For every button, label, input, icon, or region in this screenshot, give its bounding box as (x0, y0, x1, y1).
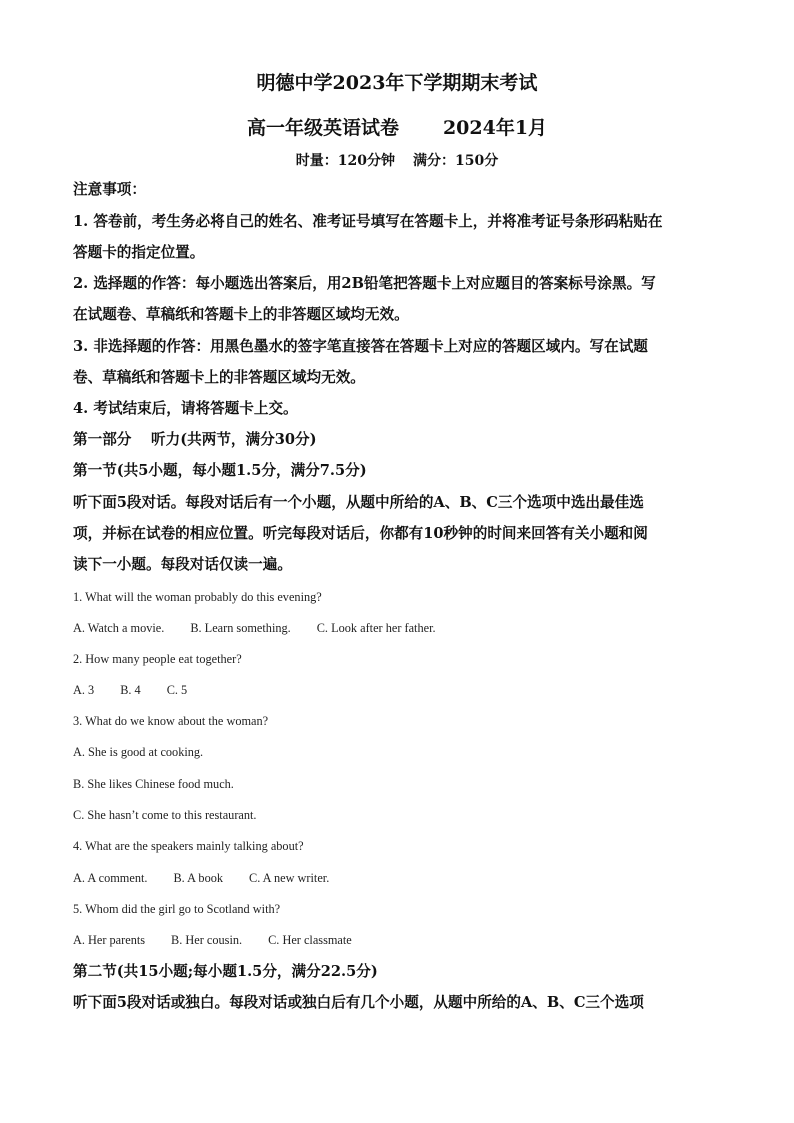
question-2: 2. How many people eat together? (73, 652, 242, 666)
instruction-line: 项，并标在试卷的相应位置。听完每段对话后，你都有10秒钟的时间来回答有关小题和阅 (73, 525, 648, 542)
question-4-options (73, 870, 355, 886)
option-b: B. 4 (120, 683, 141, 697)
section2-heading: 第二节(共15小题;每小题1.5分，满分22.5分) (73, 963, 378, 980)
note-line: 在试题卷、草稿纸和答题卡上的非答题区域均无效。 (73, 306, 409, 323)
instruction-line: 读下一小题。每段对话仅读一遍。 (73, 556, 292, 573)
notes-heading: 注意事项： (73, 181, 146, 198)
part1-heading: 第一部分 听力(共两节，满分30分) (73, 431, 317, 448)
exam-date: 2024年1月 (442, 117, 548, 139)
question-5: 5. Whom did the girl go to Scotland with? (73, 902, 281, 916)
option-b: B. Learn something. (190, 621, 291, 635)
note-line: 4. 考试结束后，请将答题卡上交。 (73, 400, 298, 417)
option-a: A. Her parents (73, 933, 146, 947)
exam-subtitle: 高一年级英语试卷 (246, 117, 399, 139)
option-c: C. Look after her father. (316, 621, 436, 635)
option-b: B. A book (173, 871, 224, 885)
exam-subtitle-line (0, 113, 794, 140)
option-a: A. She is good at cooking. (73, 745, 204, 759)
question-1: 1. What will the woman probably do this evening? (73, 590, 322, 604)
option-a: A. Watch a movie. (73, 621, 165, 635)
note-line: 答题卡的指定位置。 (73, 244, 205, 261)
question-5-options (73, 932, 378, 948)
note-line: 2. 选择题的作答：每小题选出答案后，用2B铅笔把答题卡上对应题目的答案标号涂黑。写 (73, 275, 656, 292)
question-3: 3. What do we know about the woman? (73, 714, 269, 728)
section1-heading: 第一节(共5小题，每小题1.5分，满分7.5分) (73, 462, 367, 479)
instruction-line: 听下面5段对话。每段对话后有一个小题，从题中所给的A、B、C三个选项中选出最佳选 (73, 494, 644, 511)
note-line: 卷、草稿纸和答题卡上的非答题区域均无效。 (73, 369, 365, 386)
exam-title: 明德中学2023年下学期期末考试 (256, 72, 538, 94)
option-c: C. A new writer. (249, 871, 330, 885)
option-b: B. Her cousin. (171, 933, 243, 947)
option-c: C. 5 (166, 683, 188, 697)
option-a: A. A comment. (73, 871, 148, 885)
option-c: C. Her classmate (268, 933, 352, 947)
exam-info (0, 150, 794, 170)
option-b: B. She likes Chinese food much. (73, 777, 234, 791)
note-line: 3. 非选择题的作答：用黑色墨水的签字笔直接答在答题卡上对应的答题区域内。写在试题 (73, 338, 648, 355)
section2-instruction: 听下面5段对话或独白。每段对话或独白后有几个小题，从题中所给的A、B、C三个选项 (73, 994, 644, 1011)
option-a: A. 3 (73, 683, 95, 697)
option-c: C. She hasn’t come to this restaurant. (73, 808, 257, 822)
question-2-options (73, 682, 213, 698)
exam-time: 时量：120分钟 (295, 153, 395, 169)
question-4: 4. What are the speakers mainly talking about? (73, 839, 304, 853)
exam-score: 满分：150分 (413, 153, 499, 169)
question-1-options (73, 620, 462, 636)
note-line: 1. 答卷前，考生务必将自己的姓名、准考证号填写在答题卡上，并将准考证号条形码粘贴在 (73, 213, 663, 230)
